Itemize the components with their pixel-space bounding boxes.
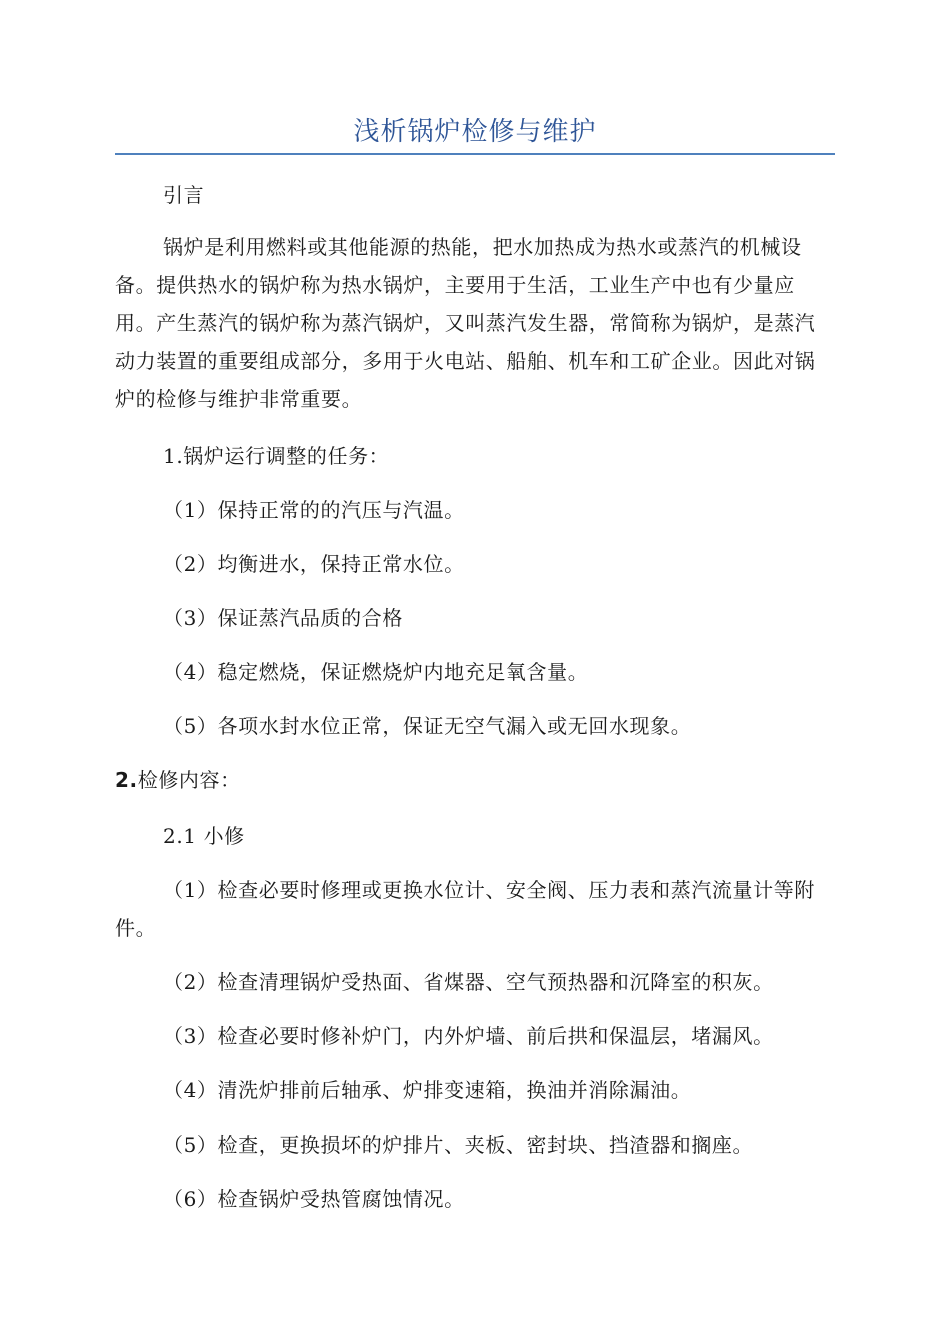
section2-heading-text: 检修内容：	[137, 768, 241, 792]
title-underline	[115, 153, 835, 155]
section2-item-6: （6）检查锅炉受热管腐蚀情况。	[163, 1187, 465, 1211]
section1-item-5: （5）各项水封水位正常，保证无空气漏入或无回水现象。	[163, 714, 692, 738]
section2-heading	[115, 761, 835, 799]
intro-heading: 引言	[163, 183, 205, 207]
section2-item-3: （3）检查必要时修补炉门，内外炉墙、前后拱和保温层，堵漏风。	[163, 1024, 774, 1048]
section2-item-5: （5）检查，更换损坏的炉排片、夹板、密封块、挡渣器和搁座。	[163, 1133, 754, 1157]
section2-heading-number: 2.	[115, 768, 138, 792]
section2-item-2: （2）检查清理锅炉受热面、省煤器、空气预热器和沉降室的积灰。	[163, 970, 774, 994]
section2-item-4: （4）清洗炉排前后轴承、炉排变速箱，换油并消除漏油。	[163, 1078, 692, 1102]
intro-paragraph: 锅炉是利用燃料或其他能源的热能，把水加热成为热水或蒸汽的机械设备。提供热水的锅炉称为热水锅炉，主要用于生活，工业生产中也有少量应用。产生蒸汽的锅炉称为蒸汽锅炉，又叫蒸汽发生器，常简称为锅炉，是蒸汽动力装置的重要组成部分，多用于火电站、船舶、机车和工矿企业。因此对锅炉的检修与维护非常重要。	[115, 235, 816, 411]
section2-item-1: （1）检查必要时修理或更换水位计、安全阀、压力表和蒸汽流量计等附件。	[115, 878, 815, 940]
section1-item-4: （4）稳定燃烧，保证燃烧炉内地充足氧含量。	[163, 660, 589, 684]
document-title: 浅析锅炉检修与维护	[353, 117, 597, 147]
section1-item-2: （2）均衡进水，保持正常水位。	[163, 552, 465, 576]
section1-item-3: （3）保证蒸汽品质的合格	[163, 606, 403, 630]
section1-item-1: （1）保持正常的的汽压与汽温。	[163, 498, 465, 522]
section1-heading: 1.锅炉运行调整的任务：	[163, 444, 390, 468]
section2-subheading: 2.1 小修	[163, 824, 245, 848]
